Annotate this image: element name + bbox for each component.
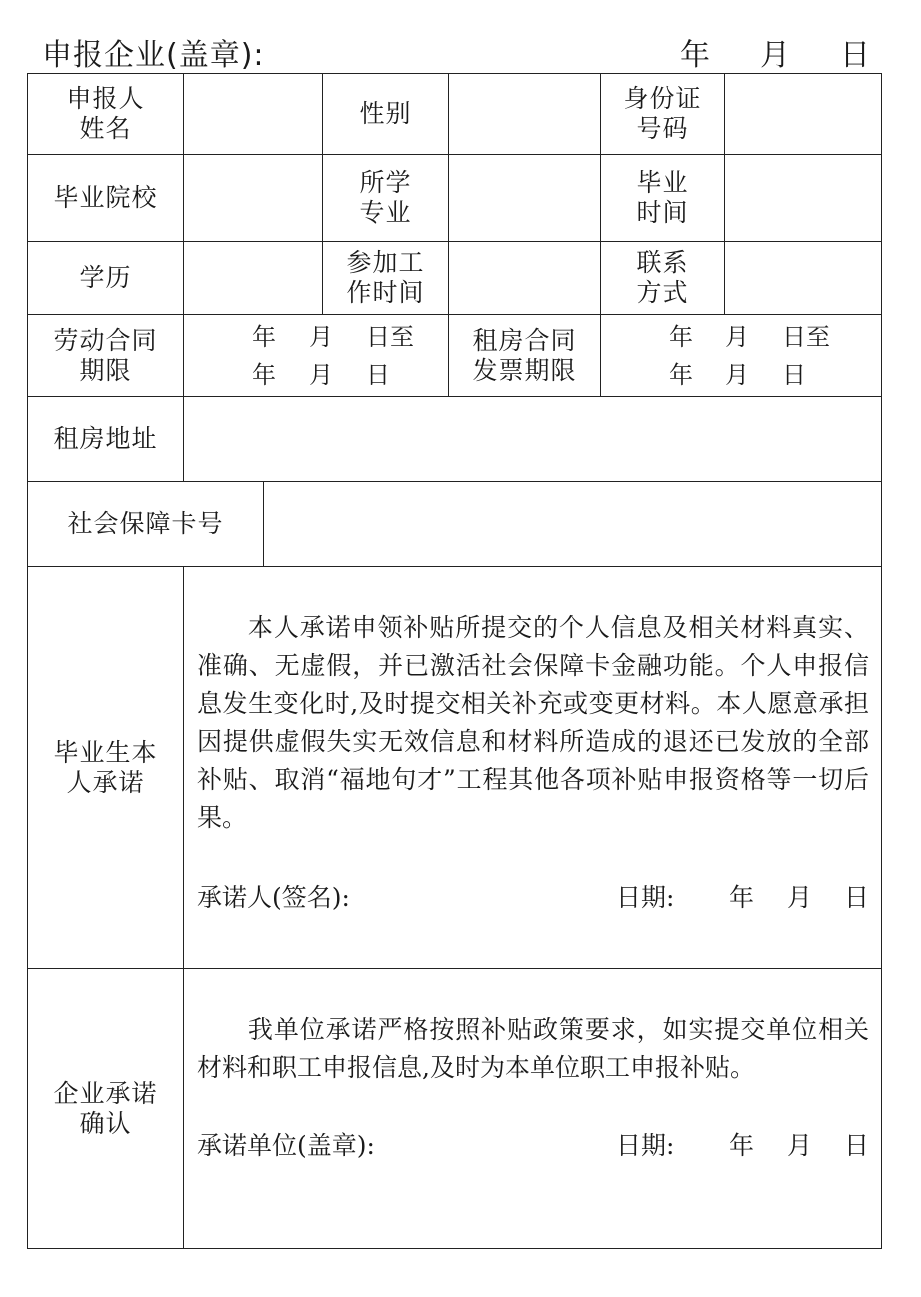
labor-contract-period-field[interactable]: [184, 315, 449, 397]
graduate-date-year: 年: [729, 883, 755, 912]
contract-end-year: 年: [252, 360, 276, 389]
graduate-pledge-text: 本人承诺申领补贴所提交的个人信息及相关材料真实、准确、无虚假，并已激活社会保障卡金融功能。个人申报信息发生变化时,及时提交相关补充或变更材料。本人愿意承担因提供虚假失实无效信息和材料所造成的退还已发放的全部补贴、取消“福地句才”工程其他各项补贴申报资格等一切后果。: [197, 613, 869, 832]
contract-start-day-to: 日至: [366, 322, 414, 351]
gender-field[interactable]: [449, 74, 601, 155]
rent-start-day-to: 日至: [782, 322, 830, 351]
contact-field[interactable]: [725, 242, 882, 315]
graduate-signature-line: [184, 883, 881, 923]
header-year: 年: [680, 38, 710, 73]
row-company-pledge: [28, 969, 882, 1249]
rent-start-year: 年: [669, 322, 693, 351]
form-header: [0, 24, 921, 74]
row-degree: [28, 242, 882, 315]
graduate-pledge-label: 毕业生本 人承诺: [28, 567, 184, 969]
company-date-label: 日期:: [616, 1131, 675, 1160]
applicant-name-field[interactable]: [184, 74, 323, 155]
contract-start-year: 年: [252, 322, 276, 351]
row-address: [28, 397, 882, 482]
graduation-time-label: 毕业 时间: [601, 155, 725, 242]
work-start-label: 参加工 作时间: [323, 242, 449, 315]
social-security-card-label: 社会保障卡号: [28, 482, 264, 567]
social-security-card-field[interactable]: [264, 482, 882, 567]
major-field[interactable]: [449, 155, 601, 242]
company-date-month: 月: [787, 1131, 813, 1160]
graduate-signer-label: 承诺人(签名):: [197, 883, 350, 912]
rent-end-year: 年: [669, 360, 693, 389]
rent-invoice-label: 租房合同 发票期限: [449, 315, 601, 397]
rent-start-month: 月: [725, 322, 749, 351]
header-month: 月: [760, 38, 790, 73]
major-label: 所学 专业: [323, 155, 449, 242]
company-pledge-content: [184, 969, 882, 1249]
row-periods: [28, 315, 882, 397]
company-signer-label: 承诺单位(盖章):: [197, 1131, 375, 1160]
rental-address-field[interactable]: [184, 397, 882, 482]
applicant-name-label: 申报人 姓名: [28, 74, 184, 155]
header-day: 日: [840, 38, 870, 73]
company-stamp-label: 申报企业(盖章):: [42, 38, 265, 73]
gender-label: 性别: [323, 74, 449, 155]
company-pledge-label: 企业承诺 确认: [28, 969, 184, 1249]
contract-end-day: 日: [366, 360, 390, 389]
degree-label: 学历: [28, 242, 184, 315]
application-form-table: [27, 73, 882, 1249]
row-education: [28, 155, 882, 242]
school-label: 毕业院校: [28, 155, 184, 242]
row-social-card: [28, 482, 882, 567]
id-number-label: 身份证 号码: [601, 74, 725, 155]
graduate-pledge-text-block: [184, 567, 881, 837]
company-date-day: 日: [844, 1131, 870, 1160]
company-date-year: 年: [729, 1131, 755, 1160]
contract-start-month: 月: [309, 322, 333, 351]
labor-contract-label: 劳动合同 期限: [28, 315, 184, 397]
company-pledge-text: 我单位承诺严格按照补贴政策要求，如实提交单位相关材料和职工申报信息,及时为本单位职工申报补贴。: [197, 1015, 869, 1082]
row-applicant: [28, 74, 882, 155]
graduate-date-month: 月: [787, 883, 813, 912]
degree-field[interactable]: [184, 242, 323, 315]
company-pledge-text-block: [184, 969, 881, 1087]
rent-invoice-period-field[interactable]: [601, 315, 882, 397]
contact-label: 联系 方式: [601, 242, 725, 315]
graduate-date-label: 日期:: [616, 883, 675, 912]
rent-end-day: 日: [782, 360, 806, 389]
rental-address-label: 租房地址: [28, 397, 184, 482]
rent-end-month: 月: [725, 360, 749, 389]
company-signature-line: [184, 1131, 881, 1171]
id-number-field[interactable]: [725, 74, 882, 155]
contract-end-month: 月: [309, 360, 333, 389]
row-graduate-pledge: [28, 567, 882, 969]
school-field[interactable]: [184, 155, 323, 242]
graduate-date-day: 日: [844, 883, 870, 912]
work-start-field[interactable]: [449, 242, 601, 315]
graduate-pledge-content: [184, 567, 882, 969]
graduation-time-field[interactable]: [725, 155, 882, 242]
